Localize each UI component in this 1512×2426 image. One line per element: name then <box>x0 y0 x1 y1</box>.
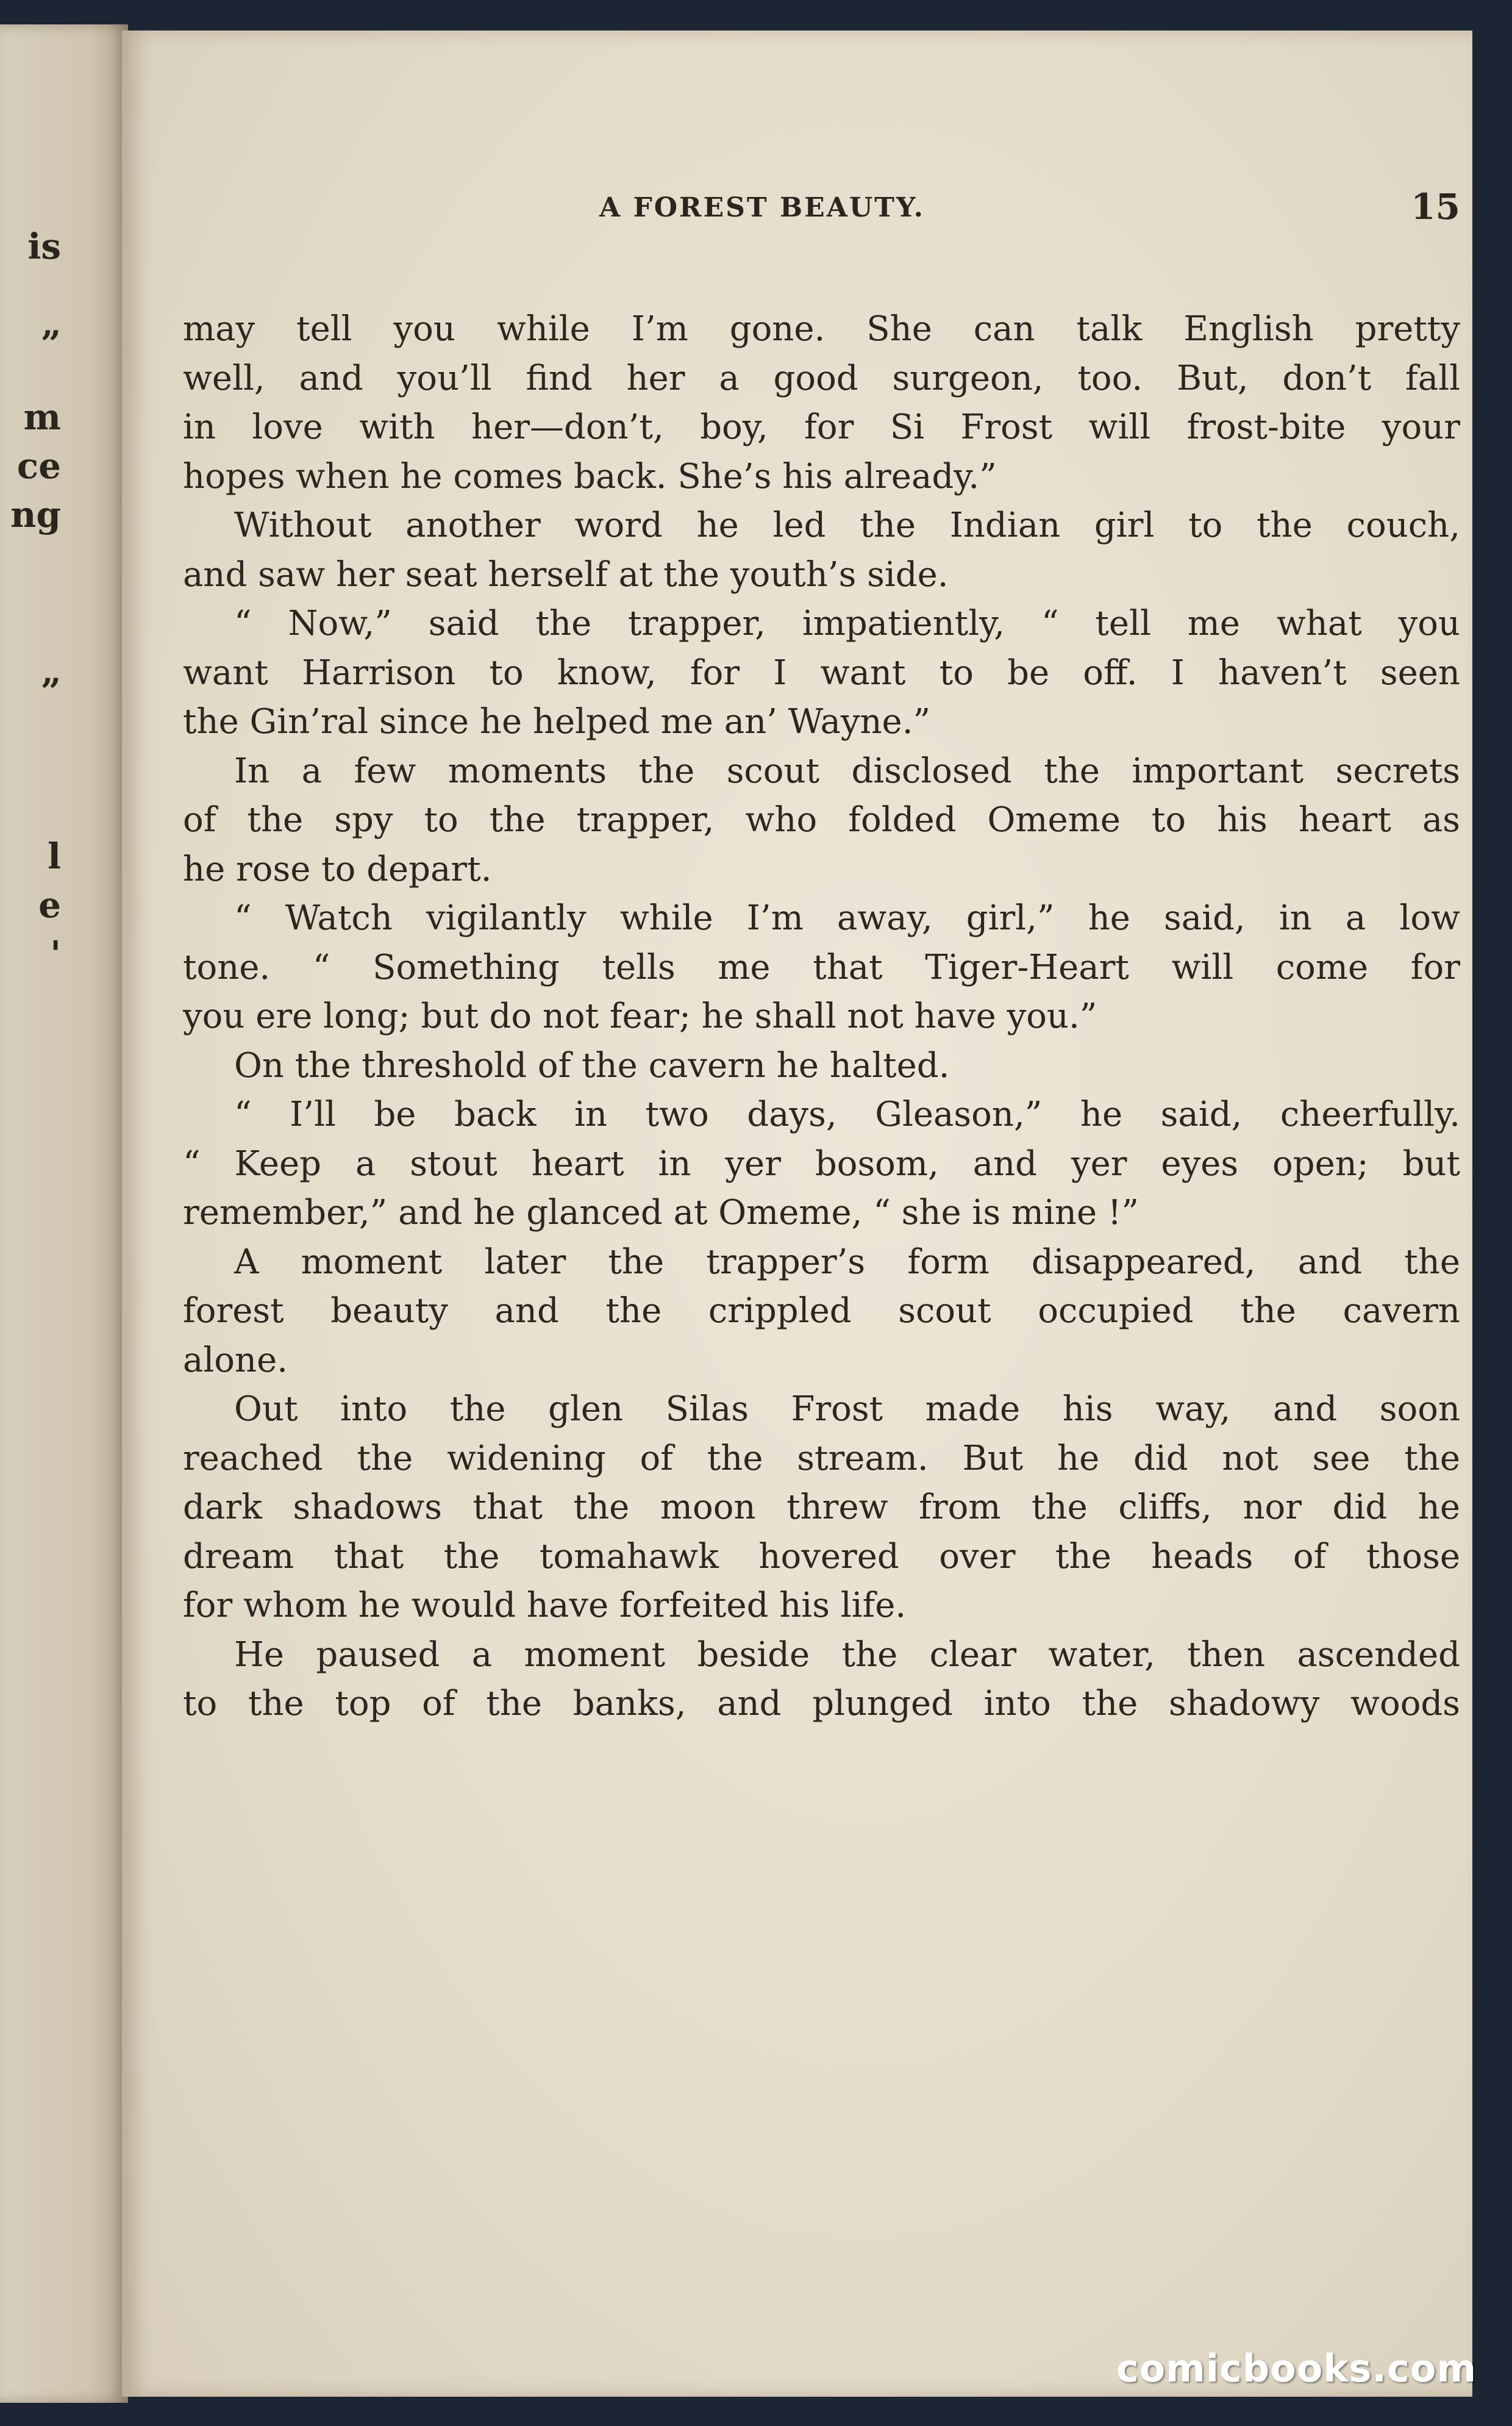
left-page-fragment: m <box>23 396 61 438</box>
text-line: want Harrison to know, for I want to be off. I haven’t seen <box>183 653 1460 693</box>
text-line: to the top of the banks, and plunged into the shadowy woods <box>183 1684 1460 1723</box>
left-page-fragment: ng <box>10 494 61 535</box>
text-line: well, and you’ll find her a good surgeon, too. But, don’t fall <box>183 358 1460 398</box>
text-line: for whom he would have forfeited his life. <box>183 1586 907 1625</box>
text-line: “ Now,” said the trapper, impatiently, “ tell me what you <box>234 604 1460 643</box>
text-line: dark shadows that the moon threw from the cliffs, nor did he <box>183 1487 1460 1527</box>
text-line: he rose to depart. <box>183 849 492 889</box>
left-page-fragment: is <box>27 226 61 267</box>
left-page-fragment: ce <box>16 445 61 487</box>
text-line: “ Watch vigilantly while I’m away, girl,” he said, in a low <box>234 898 1460 938</box>
body-text <box>183 305 1460 1729</box>
text-line: and saw her seat herself at the youth’s side. <box>183 554 949 595</box>
text-line: Out into the glen Silas Frost made his way, and soon <box>234 1389 1460 1429</box>
book-page <box>122 30 1472 2397</box>
text-line: remember,” and he glanced at Omeme, “ she is mine !” <box>183 1193 1139 1233</box>
text-line: alone. <box>183 1340 288 1380</box>
text-line: forest beauty and the crippled scout occupied the cavern <box>183 1291 1460 1331</box>
left-page-fragment: ” <box>40 323 61 365</box>
text-line: in love with her—don’t, boy, for Si Frost will frost-bite your <box>183 407 1460 447</box>
page-number: 15 <box>1411 186 1460 227</box>
text-line: of the spy to the trapper, who folded Omeme to his heart as <box>183 800 1460 840</box>
text-line: reached the widening of the stream. But he did not see the <box>183 1438 1460 1478</box>
left-page-edge <box>0 24 128 2403</box>
text-line: In a few moments the scout disclosed the important secrets <box>234 751 1460 791</box>
text-line: He paused a moment beside the clear water, then ascended <box>234 1634 1460 1675</box>
left-page-fragment: ' <box>50 933 61 975</box>
text-line: On the threshold of the cavern he halted. <box>234 1045 950 1086</box>
text-line: hopes when he comes back. She’s his already.” <box>183 456 997 496</box>
text-line: may tell you while I’m gone. She can talk English pretty <box>183 309 1460 349</box>
text-line: Without another word he led the Indian girl to the couch, <box>234 506 1460 545</box>
page-header <box>183 186 1460 235</box>
text-line: “ Keep a stout heart in yer bosom, and yer eyes open; but <box>183 1143 1460 1184</box>
site-watermark: comicbooks.com <box>1116 2346 1477 2391</box>
text-line: A moment later the trapper’s form disappeared, and the <box>234 1242 1460 1282</box>
text-line: the Gin’ral since he helped me an’ Wayne.” <box>183 702 931 742</box>
left-page-fragment: l <box>47 836 61 877</box>
text-line: tone. “ Something tells me that Tiger-Heart will come for <box>183 947 1460 987</box>
text-line: dream that the tomahawk hovered over the heads of those <box>183 1536 1460 1576</box>
left-page-fragment: ” <box>40 671 61 712</box>
left-page-fragment: e <box>38 884 61 926</box>
text-line: you ere long; but do not fear; he shall not have you.” <box>183 997 1097 1036</box>
text-line: “ I’ll be back in two days, Gleason,” he said, cheerfully. <box>234 1095 1460 1134</box>
running-title: A FOREST BEAUTY. <box>599 192 925 223</box>
